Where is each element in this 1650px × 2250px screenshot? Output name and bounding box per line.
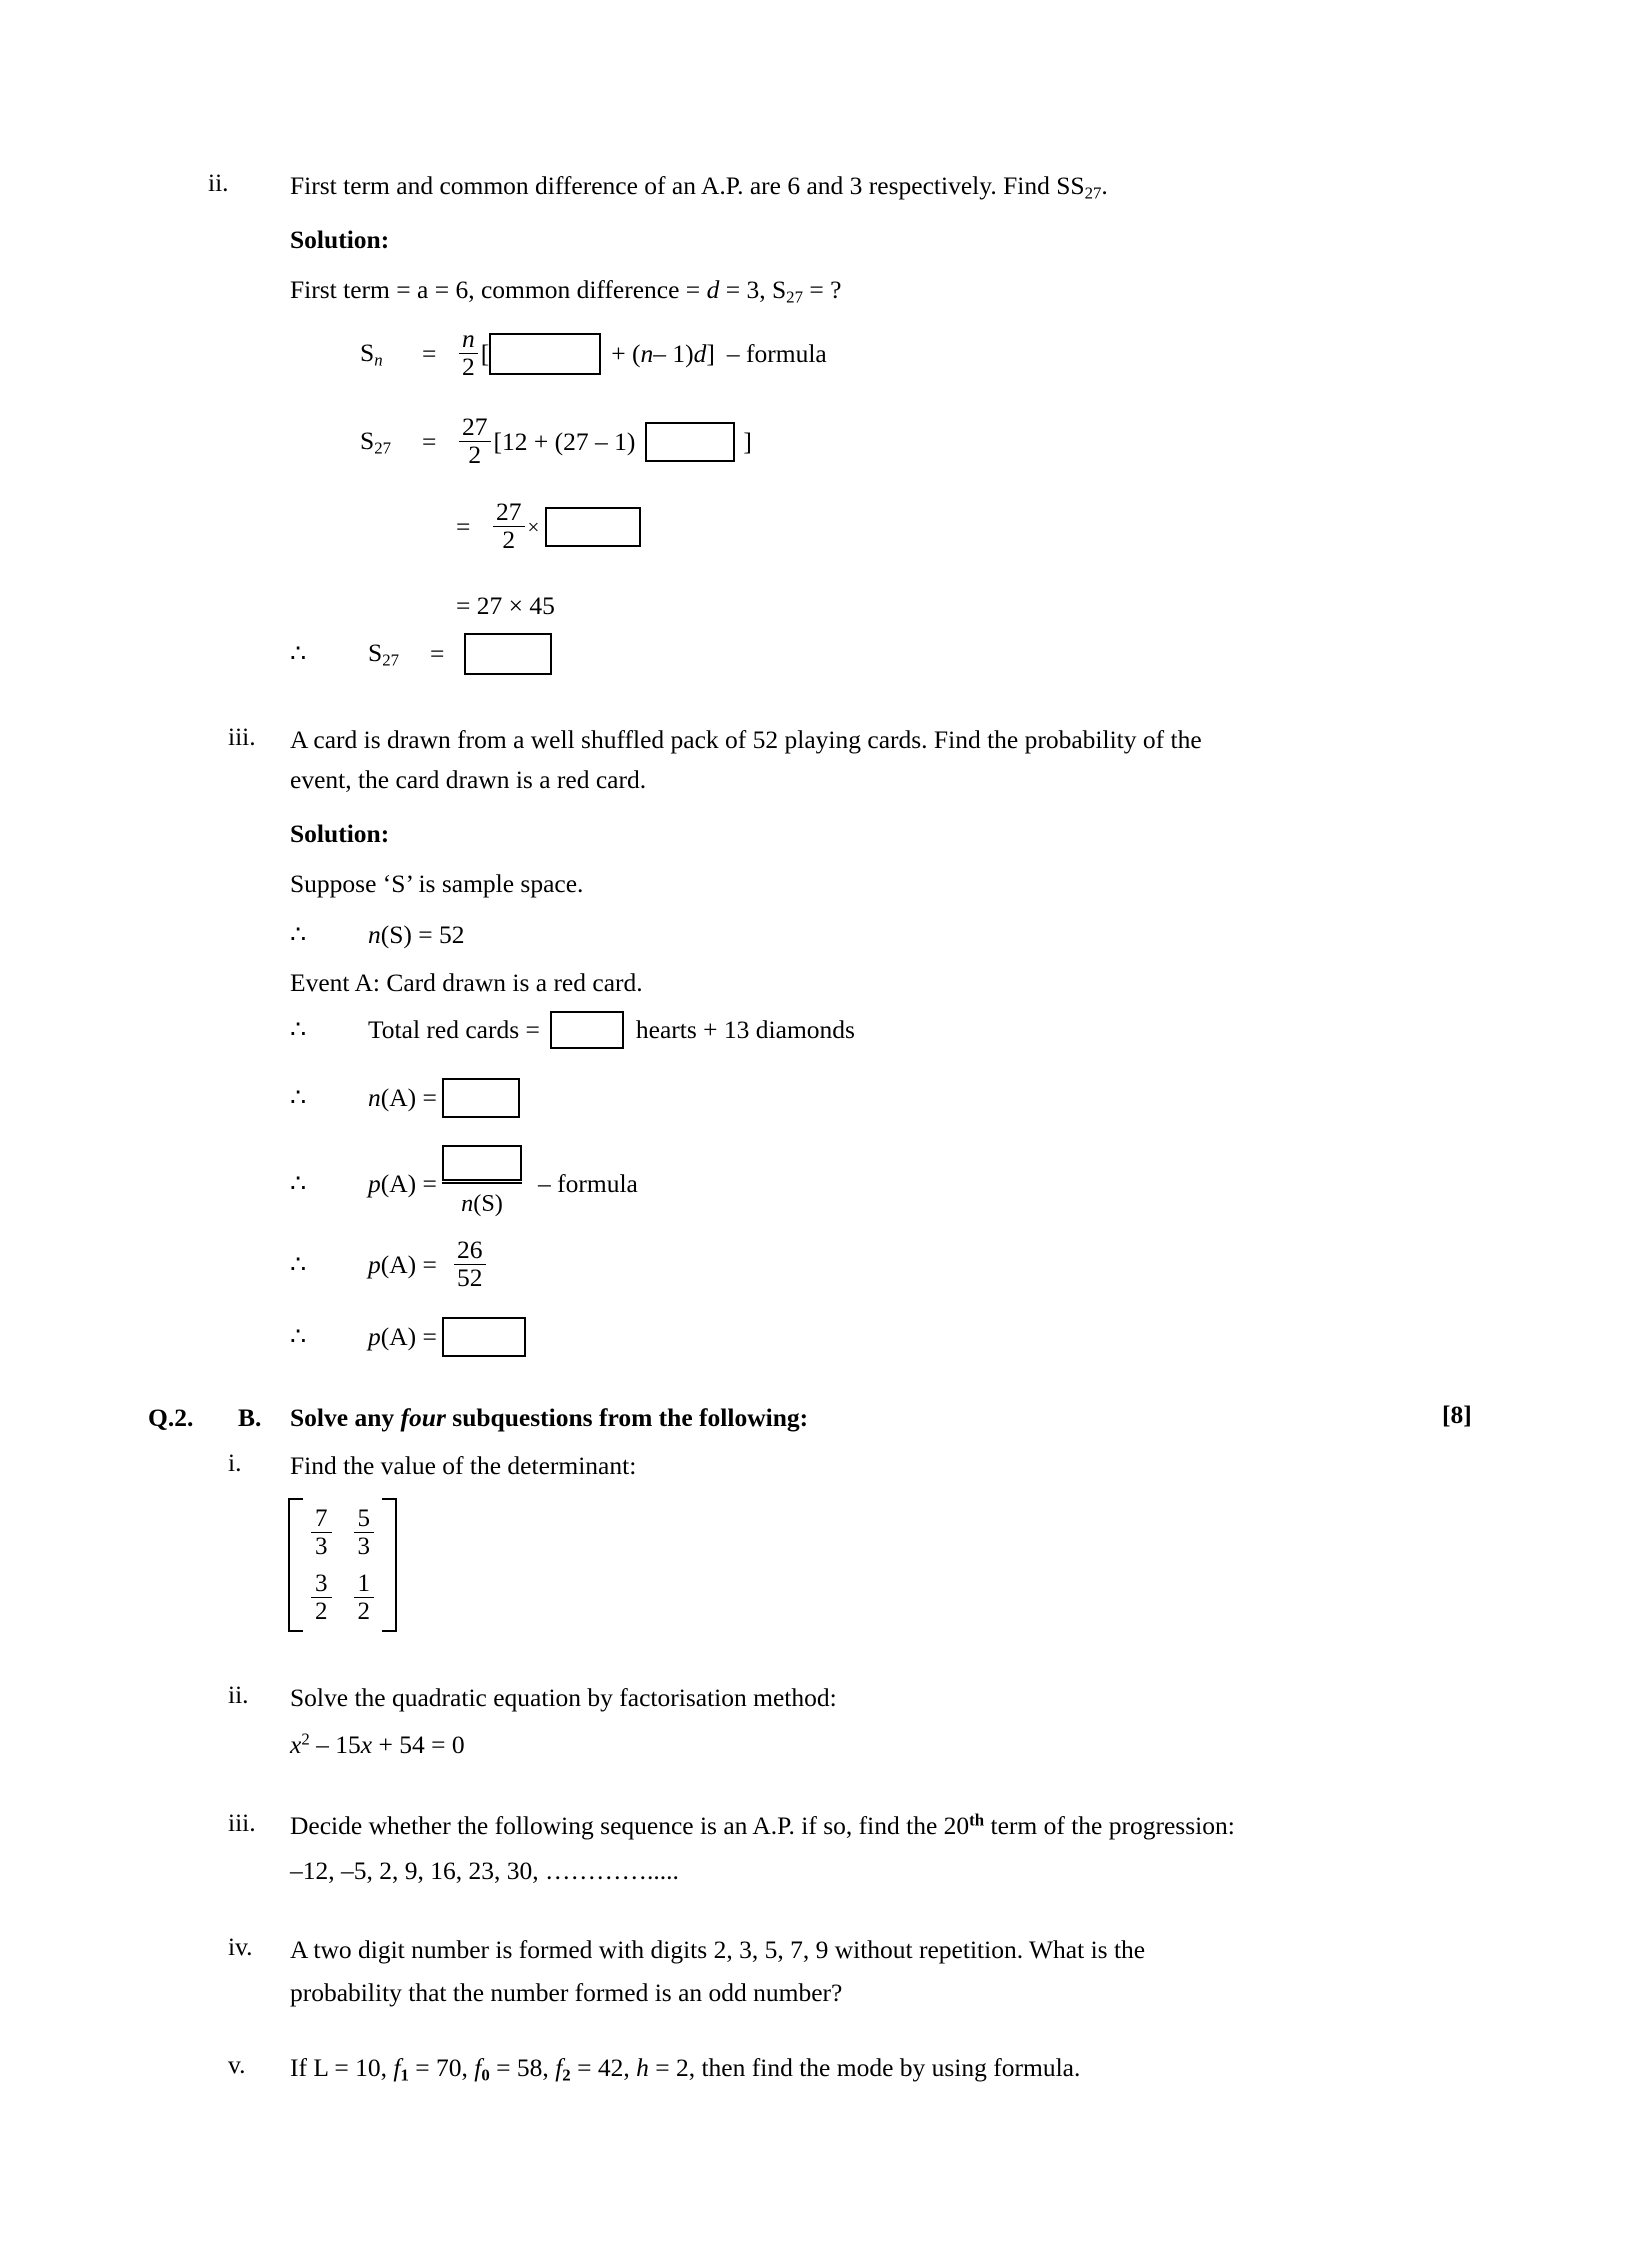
eq-tail: + 54 = 0 bbox=[372, 1730, 465, 1759]
total-red-cards-line bbox=[290, 1011, 855, 1049]
determinant-inner bbox=[288, 1498, 397, 1632]
therefore-symbol: ∴ bbox=[290, 638, 307, 668]
question-text-ii-end: . bbox=[1101, 171, 1108, 200]
total-red-tail: hearts + 13 diamonds bbox=[635, 1014, 855, 1044]
eq1-close-bracket: ] bbox=[706, 338, 715, 368]
question-text-ii bbox=[290, 168, 1360, 206]
answer-box-sn-first-term[interactable] bbox=[489, 333, 601, 375]
eq5-lhs: $S_{27}$ bbox=[368, 637, 400, 670]
pa-final-label: p(A) = bbox=[368, 1321, 437, 1351]
answer-box-pa-numerator[interactable] bbox=[442, 1145, 522, 1181]
answer-box-common-difference[interactable] bbox=[645, 422, 735, 462]
pa-formula-numerator bbox=[442, 1143, 522, 1184]
eq2-expression: [12 + (27 – 1) bbox=[493, 426, 636, 456]
therefore-symbol-red: ∴ bbox=[290, 1014, 307, 1044]
matrix-cell-r1c2: 5 3 bbox=[354, 1505, 375, 1560]
ns-n-var: n bbox=[368, 920, 381, 949]
q2b-instruction bbox=[290, 1400, 808, 1437]
q2b-text-v bbox=[290, 2050, 1080, 2088]
question-number-q2: Q.2. bbox=[148, 1403, 194, 1432]
answer-box-s27-final[interactable] bbox=[464, 633, 552, 675]
eq-rest: – 15 bbox=[309, 1730, 361, 1759]
p-of-a-formula-line bbox=[290, 1145, 638, 1223]
pa-formula-denominator: n(S) bbox=[461, 1190, 503, 1218]
pa-formula-fraction bbox=[442, 1143, 522, 1221]
total-red-label: Total red cards = bbox=[368, 1014, 540, 1044]
answer-box-na-value[interactable] bbox=[442, 1078, 520, 1118]
pa-value-label: p(A) = bbox=[368, 1249, 437, 1279]
q2b-iii-pre: Decide whether the following sequence is an A.P. if so, find the 20 bbox=[290, 1811, 970, 1840]
q2b-marker-iii: iii. bbox=[228, 1808, 256, 1837]
therefore-symbol-pa-formula: ∴ bbox=[290, 1168, 307, 1198]
answer-box-hearts-count[interactable] bbox=[550, 1011, 624, 1049]
eq3-equals: = bbox=[456, 511, 471, 541]
ns-rest: (S) = 52 bbox=[380, 920, 465, 949]
pa-formula-label: p(A) = bbox=[368, 1168, 437, 1198]
eq1-equals: = bbox=[422, 338, 437, 368]
matrix-cell-r2c1: 3 2 bbox=[311, 1570, 332, 1625]
v-mid2: = 58, bbox=[489, 2053, 556, 2082]
v-mid1: = 70, bbox=[408, 2053, 475, 2082]
q2b-instruction-pre: Solve any bbox=[290, 1403, 401, 1432]
v-f2-sub: 2 bbox=[562, 2065, 571, 2085]
v-f2: f bbox=[555, 2053, 563, 2082]
given-pre: First term = a = 6, common difference = bbox=[290, 275, 707, 304]
q2b-marker-ii: ii. bbox=[228, 1680, 249, 1709]
therefore-symbol-pa-final: ∴ bbox=[290, 1321, 307, 1351]
given-line-ii bbox=[290, 272, 841, 310]
q2b-text-iv-line1: A two digit number is formed with digits 2, 3, 5, 7, 9 without repetition. What is the bbox=[290, 1935, 1146, 1964]
eq1-open-bracket: [ bbox=[480, 338, 490, 368]
v-f0-sub: 0 bbox=[481, 2065, 490, 2085]
v-f1-sub: 1 bbox=[400, 2065, 409, 2085]
solution-label-iii: Solution: bbox=[290, 819, 390, 848]
matrix-cell-r2c2: 1 2 bbox=[354, 1570, 375, 1625]
q2b-equation-ii bbox=[290, 1727, 465, 1764]
question-text-ii-sub: $S_{27}$ bbox=[1070, 171, 1102, 203]
q2b-text-iv-line2: probability that the number formed is an odd number? bbox=[290, 1978, 843, 2007]
question-part-b: B. bbox=[238, 1403, 262, 1432]
q2b-marker-v: v. bbox=[228, 2050, 246, 2079]
na-label: n(A) = bbox=[368, 1082, 437, 1112]
eq-exponent: 2 bbox=[301, 1729, 310, 1749]
q2b-marker-iv: iv. bbox=[228, 1932, 253, 1961]
question-text-iii-line2: event, the card drawn is a red card. bbox=[290, 765, 647, 794]
answer-box-bracket-value[interactable] bbox=[545, 507, 641, 547]
eq1-lhs: $S_n$ bbox=[360, 338, 383, 370]
therefore-symbol-ns: ∴ bbox=[290, 920, 307, 949]
q2b-iii-post: term of the progression: bbox=[984, 1811, 1235, 1840]
eq2-equals: = bbox=[422, 426, 437, 456]
question-marker-ii: ii. bbox=[208, 168, 229, 197]
therefore-symbol-pa-value: ∴ bbox=[290, 1249, 307, 1279]
q2b-iii-ordinal: th bbox=[969, 1810, 985, 1830]
q2b-marker-i: i. bbox=[228, 1448, 242, 1477]
v-f0: f bbox=[474, 2053, 482, 2082]
eq1-after-box: + ( bbox=[611, 338, 641, 368]
solution-label-ii: Solution: bbox=[290, 225, 390, 254]
equation-s27-simplified bbox=[456, 497, 641, 555]
equation-s27-substituted bbox=[360, 412, 752, 470]
eq1-tail: – formula bbox=[726, 338, 827, 368]
event-a-line: Event A: Card drawn is a red card. bbox=[290, 968, 643, 997]
given-end: = ? bbox=[802, 275, 842, 304]
p-of-a-final-line bbox=[290, 1317, 526, 1357]
q2b-text-i: Find the value of the determinant: bbox=[290, 1451, 637, 1480]
n-of-s-line bbox=[290, 917, 465, 954]
eq1-d-var: d bbox=[693, 338, 707, 368]
v-h: h bbox=[636, 2053, 649, 2082]
v-pre: If L = 10, bbox=[290, 2053, 394, 2082]
eq3-fraction: $\frac{27}{2}$ bbox=[493, 499, 525, 554]
q2b-instruction-post: subquestions from the following: bbox=[445, 1403, 809, 1432]
therefore-symbol-na: ∴ bbox=[290, 1082, 307, 1112]
eq2-close-bracket: ] bbox=[743, 426, 752, 456]
question-text-iii-line1: A card is drawn from a well shuffled pack of 52 playing cards. Find the probability of the bbox=[290, 725, 1202, 754]
p-of-a-value-line bbox=[290, 1235, 489, 1293]
q2b-sequence-iii: –12, –5, 2, 9, 16, 23, 30, …………..... bbox=[290, 1856, 679, 1885]
equation-s27-product: = 27 × 45 bbox=[456, 591, 555, 620]
eq1-n-var: n bbox=[640, 338, 654, 368]
marks-badge-q2b: [8] bbox=[1442, 1400, 1472, 1429]
bracket-right bbox=[382, 1498, 397, 1632]
matrix-cells bbox=[303, 1498, 382, 1632]
question-text-ii-main: First term and common difference of an A.P. are 6 and 3 respectively. Find S bbox=[290, 171, 1071, 200]
given-sub: 27 bbox=[786, 287, 803, 307]
sample-space-line: Suppose ‘S’ is sample space. bbox=[290, 869, 584, 898]
q2b-text-ii: Solve the quadratic equation by factorisation method: bbox=[290, 1683, 837, 1712]
determinant-matrix bbox=[288, 1498, 397, 1637]
q2b-text-iii bbox=[290, 1808, 1235, 1845]
eq1-minus-one: – 1) bbox=[653, 338, 694, 368]
eq5-equals: = bbox=[430, 638, 445, 668]
eq2-fraction: $\frac{27}{2}$ bbox=[459, 414, 491, 469]
equation-sn-formula bbox=[360, 324, 827, 382]
eq-x1: x bbox=[290, 1730, 302, 1759]
pa-value-fraction: $\frac{26}{52}$ bbox=[454, 1237, 486, 1292]
eq2-lhs: $S_{27}$ bbox=[360, 426, 392, 458]
bracket-left bbox=[288, 1498, 303, 1632]
eq3-times-sign: × bbox=[527, 515, 540, 540]
eq1-fraction: $\frac{n}{2}$ bbox=[459, 326, 478, 381]
given-mid: = 3, S bbox=[719, 275, 787, 304]
q2b-instruction-italic: four bbox=[400, 1403, 446, 1432]
v-mid3: = 42, bbox=[570, 2053, 637, 2082]
v-mid4: = 2, then find the mode by using formula. bbox=[648, 2053, 1081, 2082]
matrix-cell-r1c1: 7 3 bbox=[311, 1505, 332, 1560]
n-of-a-line bbox=[290, 1078, 520, 1118]
pa-formula-tail: – formula bbox=[538, 1168, 638, 1198]
eq-x2: x bbox=[360, 1730, 373, 1759]
answer-box-pa-final[interactable] bbox=[442, 1317, 526, 1357]
question-marker-iii: iii. bbox=[228, 722, 256, 751]
equation-s27-result bbox=[290, 633, 552, 675]
v-f1: f bbox=[393, 2053, 401, 2082]
given-d-var: d bbox=[706, 275, 720, 304]
